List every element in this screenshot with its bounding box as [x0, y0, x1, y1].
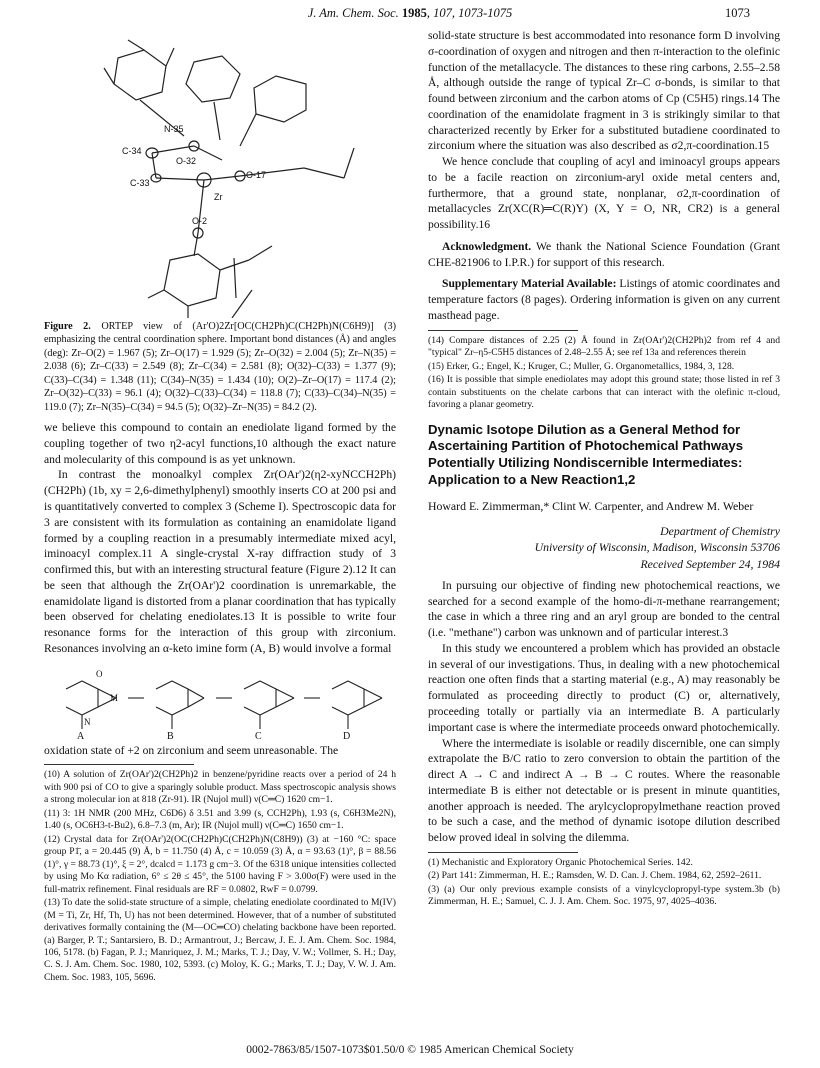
supplementary-text: Listings of atomic coordinates and temperature factors (8 pages). Ordering information is given on any current masthead page. — [428, 277, 781, 323]
atom-label-c34: C-34 — [122, 146, 142, 156]
footnote-14: (14) Compare distances of 2.25 (2) Å found in Zr(OAr')2(CH2Ph)2 from ref 4 and "typical" Zr–η5-C5H5 distances of 2.48–2.55 Å; see ref 13a and references therein — [428, 334, 780, 359]
footnote-15: (15) Erker, G.; Engel, K.; Kruger, C.; Muller, G. Organometallics, 1984, 3, 128. — [428, 360, 735, 372]
scheme-atom-o: O — [96, 668, 103, 679]
footnote-rule — [44, 764, 194, 765]
journal-pages: 1073-1075 — [458, 6, 513, 20]
supplementary-material — [428, 276, 780, 323]
article-title: Dynamic Isotope Dilution as a General Method for Ascertaining Partition of Photochemical Pathways Potentially Utilizing Nondiscernible Intermediates: Application to a New Reaction1,2 — [428, 421, 744, 488]
page-number: 1073 — [725, 6, 750, 20]
scheme-label-b: B — [167, 730, 174, 741]
left-para-1: we believe this compound to contain an enediolate ligand formed by the coupling together of two η2-acyl functions,10 although the exact nature and molecularity of this compound is as yet unknown. — [44, 421, 396, 466]
figure-caption — [44, 320, 396, 414]
atom-label-zr: Zr — [214, 192, 223, 202]
footnote-1: (1) Mechanistic and Exploratory Organic Photochemical Series. 142. — [428, 856, 693, 868]
right-para-5: Where the intermediate is isolable or readily discernible, one can simply extrapolate the B/C ratio to zero conversion to obtain the partition of the direct A → C and indirect A → B → C routes. Where the reasonable intermediate B is either not detectable or is present in minute quantities, another approach is needed. The arylcyclopropylmethane reaction proved to be such a case, and the method of dynamic isotope dilution described below proved ideal in solving the dilemma. — [428, 736, 780, 845]
resonance-forms-drawing — [44, 663, 396, 741]
supplementary-label: Supplementary Material Available: — [442, 277, 617, 291]
running-header — [0, 6, 820, 26]
footnote-16: (16) It is possible that simple enediolates may adopt this ground state; those listed in ref 3 contain substituents on the chelate carbons that can interact with the olefinic π-cloud, favoring a planar geometry. — [428, 374, 780, 411]
left-column — [44, 28, 396, 985]
acknowledgment-text: We thank the National Science Foundation (Grant CHE-821906 to I.P.R.) for support of this research. — [428, 239, 780, 269]
right-footnotes-2 — [428, 857, 780, 909]
right-footnotes — [428, 335, 780, 412]
footnote-rule — [428, 852, 578, 853]
figure-caption-text: ORTEP view of (Ar'O)2Zr[OC(CH2Ph)C(CH2Ph)N(C6H9)] (3) emphasizing the central coordination sphere. Important bond distances (Å) and angles (deg): Zr–O(2) = 1.967 (5); Zr–O(17) = 1.929 (5); Zr–O(32) = 2.004 (5); Zr–N(35) = 2.038 (6); Zr–C(33) = 2.549 (8); Zr–C(34) = 2.581 (8); O(32)–C(33) = 1.377 (9); C(33)–C(34) = 1.348 (11); C(34)–N(35) = 1.434 (10); O(2)–Zr–O(17) = 117.4 (2); Zr–O(32)–C(33) = 96.1 (4); O(32)–C(33)–C(34) = 118.8 (7); C(33)–C(34)–N(35) = 119.0 (7); Zr–N(35)–C(34) = 94.5 (5); O(32)–Zr–N(35) = 84.2 (2). — [44, 321, 396, 413]
left-para-3: oxidation state of +2 on zirconium and seem unreasonable. The — [44, 743, 339, 757]
footnote-13: (13) To date the solid-state structure of a simple, chelating enediolate coordinated to M(IV) (M = Ti, Zr, Hf, Th, U) has not been determined. However, that of a number of substituted derivatives formally containing the (M—OC═CO) chelating backbone have been reported. (a) Barger, P. T.; Santarsiero, B. D.; Armantrout, J.; Bercaw, J. E. J. Am. Chem. Soc. 1984, 106, 5178. (b) Fagan, P. J.; Manriquez, J. M.; Marks, T. J.; Day, V. W.; Vollmer, S. H.; Day, C. S. J. Am. Chem. Soc. 1980, 102, 5393. (c) Moloy, K. G.; Marks, T. J.; Day, V. W. J. Am. Chem. Soc. 1983, 105, 5696. — [44, 897, 396, 983]
acknowledgment — [428, 239, 780, 271]
received-date: Received September 24, 1984 — [640, 556, 780, 571]
journal-volume: 107 — [433, 6, 452, 20]
scheme-atom-m: M — [110, 692, 119, 703]
atom-label-o32: O-32 — [176, 156, 197, 166]
right-para-4: In this study we encountered a problem which has provided an obstacle in several of our investigations. Thus, in dealing with a new photochemical reaction one often finds that a starting material (e.g., A) may reasonably be formulated as proceeding directly to product (C) or, alternatively, proceeding totally or partially via an intermediate B. A particularly important case is where the intermediate proceeds onward photochemically. — [428, 641, 780, 734]
right-column — [428, 28, 780, 910]
scheme-atom-n: N — [84, 716, 91, 727]
department: Department of Chemistry — [660, 524, 780, 539]
atom-label-o17: O-17 — [246, 170, 267, 180]
affiliation — [428, 523, 780, 572]
footnote-rule — [428, 330, 578, 331]
footnote-10: (10) A solution of Zr(OAr')2(CH2Ph)2 in benzene/pyridine reacts over a period of 24 h with 900 psi of CO to give a sparingly soluble product. Mass spectroscopic analysis shows a strong molecular ion at 818 (Zr-91). IR (Nujol mull) ν(C═C) 1620 cm−1. — [44, 769, 396, 806]
figure-label: Figure 2. — [44, 321, 91, 332]
article-authors: Howard E. Zimmerman,* Clint W. Carpenter, and Andrew M. Weber — [428, 499, 754, 514]
journal-name: J. Am. Chem. Soc. — [307, 6, 399, 20]
journal-citation: J. Am. Chem. Soc. 1985, 107, 1073-1075 — [307, 6, 513, 20]
footnote-2: (2) Part 141: Zimmerman, H. E.; Ramsden, W. D. Can. J. Chem. 1984, 62, 2592–2611. — [428, 870, 762, 882]
page-footer: 0002-7863/85/1507-1073$01.50/0 © 1985 American Chemical Society — [246, 1044, 574, 1056]
footnote-11: (11) 3: 1H NMR (200 MHz, C6D6) δ 3.51 and 3.99 (s, CCH2Ph), 1.93 (s, C6H3Me2N), 1.40 (s, OC6H3-t-Bu2), 6.8–7.3 (m, Ar); IR (Nujol mull) ν(C═C) 1650 cm−1. — [44, 807, 396, 832]
left-footnotes — [44, 769, 396, 984]
footnote-3: (3) (a) Our only previous example consists of a vinylcyclopropyl-type system.3b (b) Zimmerman, H. E.; Samuel, C. J. J. Am. Chem. Soc. 1975, 97, 4025–4036. — [428, 883, 780, 908]
atom-label-c33: C-33 — [130, 178, 150, 188]
journal-year: 1985 — [401, 6, 427, 20]
university: University of Wisconsin, Madison, Wisconsin 53706 — [534, 540, 780, 555]
atom-label-o2: O-2 — [192, 216, 208, 226]
footnote-12: (12) Crystal data for Zr(OAr')2(OC(CH2Ph)C(CH2Ph)N(C8H9)) (3) at −160 °C: space group P1̄, a = 20.445 (9) Å, b = 11.750 (4) Å, c = 10.059 (3) Å, α = 93.63 (1)°, β = 88.56 (1)°, γ = 88.73 (1)°, ξ = 2°, dcalcd = 1.173 g cm−3. Of the 6318 unique intensities collected by using Mo Kα radiation, 6° ≤ 2θ ≤ 45°, the 5100 having F > 3.00σ(F) were used in the full-matrix refinement. Final residuals are RF = 0.0802, RwF = 0.0799. — [44, 833, 396, 895]
scheme-label-a: A — [77, 730, 85, 741]
right-para-3: In pursuing our objective of finding new photochemical reactions, we searched for a second example of the homo-di-π-methane rearrangement; the case in which a three ring and an aryl group are bonded to the central (i.e. "methane") carbon was unknown and of particular interest.3 — [428, 578, 780, 640]
right-para-2: We hence conclude that coupling of acyl and iminoacyl groups appears to be a facile reaction on zirconium-aryl oxide metal centers and, furthermore, that a ground state, nonplanar, σ2,π-coordination of metallacycles Zr(XC(R)═C(R)Y) (X, Y = O, NR, CR2) is a general possibility.16 — [428, 155, 780, 232]
ortep-drawing — [44, 28, 396, 318]
left-para-2: In contrast the monoalkyl complex Zr(OAr')2(η2-xyNCCH2Ph)(CH2Ph) (1b, xy = 2,6-dimethylphenyl) smoothly inserts CO at 200 psi and is quantitatively converted to complex 3 (Scheme I). Spectroscopic data for 3 are consistent with its formulation as containing an enamidolate ligand formed by a coupling reaction in a presumably intermediate mixed acyl, iminoacyl complex.11 A single-crystal X-ray diffraction study of 3 confirmed this, but with an interesting structural feature (Figure 2).12 It can be seen that although the Zr(OAr')2 coordination is unremarkable, the enamidolate ligand is distorted from a planar coordination that has typically been observed for chelating enediolates.13 It is possible to write four resonance forms for the interaction of this group with zirconium. Resonances involving an α-keto imine form (A, B) would involve a formal — [44, 468, 396, 655]
scheme-label-d: D — [343, 730, 351, 741]
acknowledgment-label: Acknowledgment. — [442, 239, 532, 253]
resonance-scheme — [44, 663, 396, 741]
ortep-figure — [44, 28, 396, 318]
atom-label-n35: N-35 — [164, 124, 184, 134]
right-para-1: solid-state structure is best accommodated into resonance form D involving σ-coordination of oxygen and nitrogen and then π-interaction to the olefinic function of the metallacycle. The distances to these ring carbons, 2.55–2.58 Å, although outside the range of typical Zr–C σ-bonds, is similar to that found between zirconium and the carbon atoms of Cp (C5H5) rings.14 The coordination of the enamidolate fragment in 3 is strikingly similar to that characterized recently by Erker for a substituted butadiene coordinated to zirconium where the situation was also described as σ2,π-coordination.15 — [428, 29, 780, 153]
scheme-label-c: C — [255, 730, 262, 741]
